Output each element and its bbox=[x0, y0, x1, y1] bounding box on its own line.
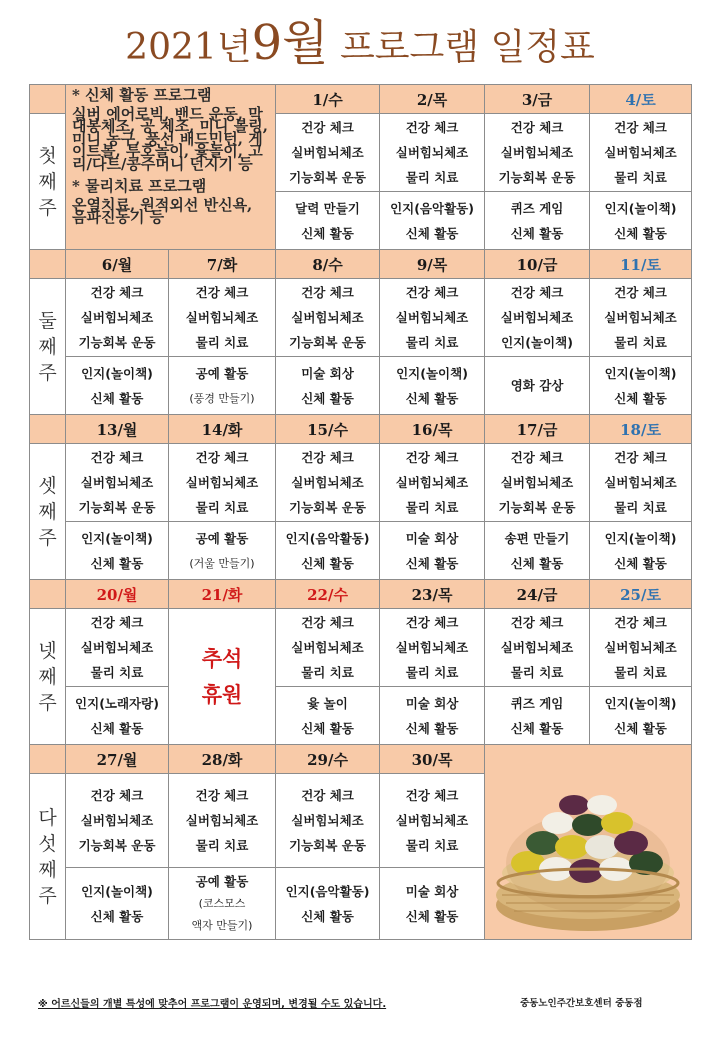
pm-cell: 인지(놀이책) 신체 활동 bbox=[590, 522, 692, 580]
pm-cell: 미술 회상 신체 활동 bbox=[380, 522, 485, 580]
am-cell: 건강 체크 실버힘뇌체조 물리 치료 bbox=[590, 114, 692, 192]
pm-cell: 달력 만들기 신체 활동 bbox=[276, 192, 380, 250]
date-header: 16/목 bbox=[380, 415, 485, 444]
am-cell: 건강 체크 실버힘뇌체조 물리 치료 bbox=[276, 609, 380, 687]
pm-cell: 인지(음악활동) 신체 활동 bbox=[276, 868, 380, 940]
legend-physical-text: 실버 에어로빅, 밴드 운동, 막대봉체조, 공 체조, 미니 볼링, 미니 농구, 풍선 배드민턴, 게이트볼, 투호놀이, 윷놀이, 고리/다트/콩주머니 던지기 등 bbox=[72, 104, 268, 173]
pm-cell: 인지(놀이책) 신체 활동 bbox=[66, 522, 169, 580]
am-cell: 건강 체크 실버힘뇌체조 기능회복 운동 bbox=[276, 114, 380, 192]
am-cell: 건강 체크 실버힘뇌체조 물리 치료 bbox=[590, 609, 692, 687]
page-title bbox=[0, 15, 720, 73]
pm-cell: 송편 만들기 신체 활동 bbox=[485, 522, 590, 580]
date-header-holiday: 20/월 bbox=[66, 580, 169, 609]
date-header: 30/목 bbox=[380, 745, 485, 774]
date-header: 1/수 bbox=[276, 85, 380, 114]
am-cell: 건강 체크 실버힘뇌체조 기능회복 운동 bbox=[276, 279, 380, 357]
songpyeon-basket-icon bbox=[488, 745, 688, 935]
pm-cell: 공예 활동 (코스모스 액자 만들기) bbox=[169, 868, 276, 940]
am-cell: 건강 체크 실버힘뇌체조 물리 치료 bbox=[380, 279, 485, 357]
header-blank bbox=[30, 580, 66, 609]
am-cell: 건강 체크 실버힘뇌체조 기능회복 운동 bbox=[276, 444, 380, 522]
am-cell: 건강 체크 실버힘뇌체조 물리 치료 bbox=[590, 279, 692, 357]
date-header: 14/화 bbox=[169, 415, 276, 444]
date-header: 24/금 bbox=[485, 580, 590, 609]
am-cell: 건강 체크 실버힘뇌체조 물리 치료 bbox=[169, 279, 276, 357]
pm-cell: 윷 놀이 신체 활동 bbox=[276, 687, 380, 745]
pm-cell: 공예 활동 (거울 만들기) bbox=[169, 522, 276, 580]
am-cell: 건강 체크 실버힘뇌체조 물리 치료 bbox=[66, 609, 169, 687]
date-header: 13/월 bbox=[66, 415, 169, 444]
date-header: 17/금 bbox=[485, 415, 590, 444]
am-cell: 건강 체크 실버힘뇌체조 물리 치료 bbox=[380, 114, 485, 192]
pm-cell: 인지(놀이책) 신체 활동 bbox=[66, 868, 169, 940]
week-label-text: 셋 째 주 bbox=[38, 474, 57, 549]
songpyeon-illustration bbox=[485, 745, 692, 940]
pm-cell: 인지(음악활동) 신체 활동 bbox=[380, 192, 485, 250]
week-label-text: 넷 째 주 bbox=[38, 639, 57, 714]
am-cell: 건강 체크 실버힘뇌체조 기능회복 운동 bbox=[66, 279, 169, 357]
am-cell: 건강 체크 실버힘뇌체조 기능회복 운동 bbox=[485, 114, 590, 192]
pm-cell: 인지(음악활동) 신체 활동 bbox=[276, 522, 380, 580]
am-cell: 건강 체크 실버힘뇌체조 인지(놀이책) bbox=[485, 279, 590, 357]
pm-cell: 인지(놀이책) 신체 활동 bbox=[590, 357, 692, 415]
am-cell: 건강 체크 실버힘뇌체조 물리 치료 bbox=[169, 444, 276, 522]
date-header-holiday: 22/수 bbox=[276, 580, 380, 609]
header-blank bbox=[30, 85, 66, 114]
am-cell: 건강 체크 실버힘뇌체조 기능회복 운동 bbox=[66, 444, 169, 522]
title-month: 9월 bbox=[251, 15, 329, 71]
am-cell: 건강 체크 실버힘뇌체조 물리 치료 bbox=[380, 609, 485, 687]
week-label bbox=[30, 114, 66, 250]
am-cell: 건강 체크 실버힘뇌체조 물리 치료 bbox=[590, 444, 692, 522]
date-header: 28/화 bbox=[169, 745, 276, 774]
date-header-saturday: 18/토 bbox=[590, 415, 692, 444]
date-header-saturday: 11/토 bbox=[590, 250, 692, 279]
am-cell: 건강 체크 실버힘뇌체조 기능회복 운동 bbox=[66, 774, 169, 868]
week-label-text: 다 섯 째 주 bbox=[38, 806, 57, 907]
date-header: 9/목 bbox=[380, 250, 485, 279]
am-cell: 건강 체크 실버힘뇌체조 물리 치료 bbox=[169, 774, 276, 868]
footnote: ※ 어르신들의 개별 특성에 맞추어 프로그램이 운영되며, 변경될 수도 있습니다. bbox=[38, 999, 387, 1010]
date-header: 3/금 bbox=[485, 85, 590, 114]
am-cell: 건강 체크 실버힘뇌체조 물리 치료 bbox=[380, 774, 485, 868]
pm-cell: 미술 회상 신체 활동 bbox=[380, 687, 485, 745]
pm-cell: 영화 감상 bbox=[485, 357, 590, 415]
date-header: 29/수 bbox=[276, 745, 380, 774]
date-header: 27/월 bbox=[66, 745, 169, 774]
week-label-text: 첫 째 주 bbox=[38, 144, 57, 219]
date-header-saturday: 25/토 bbox=[590, 580, 692, 609]
header-blank bbox=[30, 745, 66, 774]
am-cell: 건강 체크 실버힘뇌체조 물리 치료 bbox=[485, 609, 590, 687]
week-label bbox=[30, 774, 66, 940]
legend-therapy-text: 온열치료, 원적외선 반신욕, 음파진동기 등 bbox=[72, 195, 253, 226]
pm-cell: 미술 회상 신체 활동 bbox=[380, 868, 485, 940]
title-year: 2021년 bbox=[125, 27, 252, 68]
pm-cell: 공예 활동 (풍경 만들기) bbox=[169, 357, 276, 415]
pm-cell: 퀴즈 게임 신체 활동 bbox=[485, 192, 590, 250]
header-blank bbox=[30, 415, 66, 444]
schedule-table bbox=[29, 84, 692, 940]
title-suffix: 프로그램 일정표 bbox=[328, 27, 595, 68]
date-header-saturday: 4/토 bbox=[590, 85, 692, 114]
date-header: 6/월 bbox=[66, 250, 169, 279]
date-header: 23/목 bbox=[380, 580, 485, 609]
am-cell: 건강 체크 실버힘뇌체조 물리 치료 bbox=[380, 444, 485, 522]
center-name: 중동노인주간보호센터 중동점 bbox=[520, 998, 643, 1009]
date-header: 10/금 bbox=[485, 250, 590, 279]
pm-cell: 미술 회상 신체 활동 bbox=[276, 357, 380, 415]
pm-cell: 인지(놀이책) 신체 활동 bbox=[590, 687, 692, 745]
pm-cell: 인지(놀이책) 신체 활동 bbox=[380, 357, 485, 415]
legend-therapy-heading: * 물리치료 프로그램 bbox=[72, 177, 207, 195]
pm-cell: 퀴즈 게임 신체 활동 bbox=[485, 687, 590, 745]
am-cell: 건강 체크 실버힘뇌체조 기능회복 운동 bbox=[276, 774, 380, 868]
week-label-text: 둘 째 주 bbox=[38, 309, 57, 384]
program-legend bbox=[66, 85, 276, 250]
pm-cell: 인지(놀이책) 신체 활동 bbox=[66, 357, 169, 415]
date-header: 15/수 bbox=[276, 415, 380, 444]
pm-cell: 인지(노래자랑) 신체 활동 bbox=[66, 687, 169, 745]
legend-physical-heading: * 신체 활동 프로그램 bbox=[72, 86, 212, 104]
am-cell: 건강 체크 실버힘뇌체조 기능회복 운동 bbox=[485, 444, 590, 522]
header-blank bbox=[30, 250, 66, 279]
date-header: 2/목 bbox=[380, 85, 485, 114]
holiday-closed-cell: 추석 휴원 bbox=[169, 609, 276, 745]
week-label bbox=[30, 279, 66, 415]
date-header: 7/화 bbox=[169, 250, 276, 279]
week-label bbox=[30, 609, 66, 745]
date-header: 8/수 bbox=[276, 250, 380, 279]
pm-cell: 인지(놀이책) 신체 활동 bbox=[590, 192, 692, 250]
date-header-holiday: 21/화 bbox=[169, 580, 276, 609]
week-label bbox=[30, 444, 66, 580]
